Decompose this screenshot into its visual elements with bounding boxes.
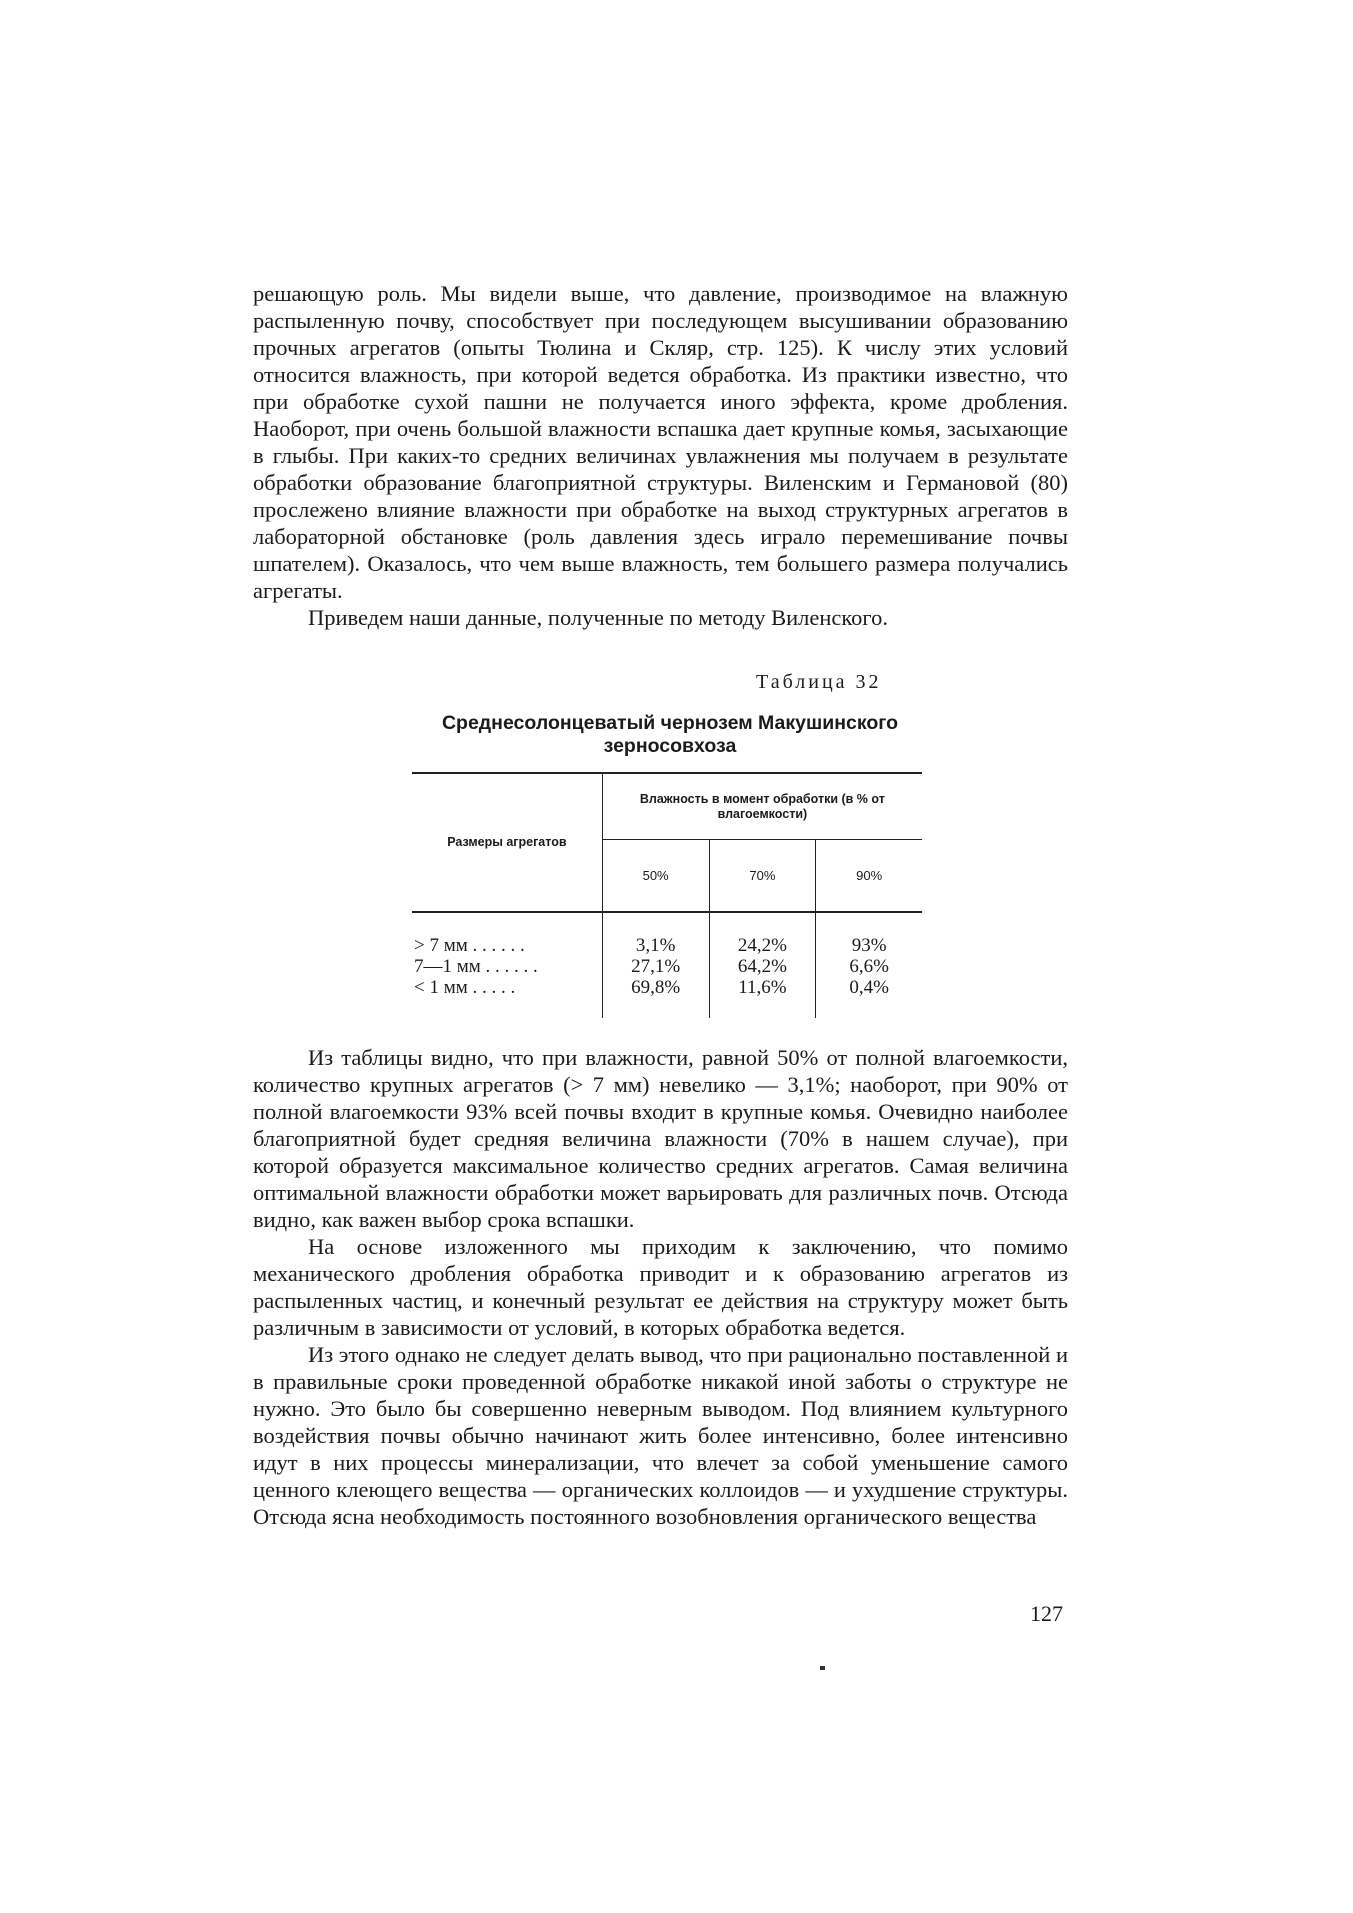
text-top-block <box>253 280 1068 631</box>
table-cell: 27,1% <box>602 956 709 977</box>
header-moisture-50: 50% <box>602 840 709 913</box>
table-cell: 24,2% <box>709 912 816 956</box>
table-row <box>412 956 922 977</box>
table-label: Таблица 32 <box>756 671 882 693</box>
paragraph-4: На основе изложенного мы приходим к заключению, что помимо механического дробления обработка приводит и к образованию агрегатов из распыленных частиц, и конечный результат ее действия на структуру может быть различным в зависимости от условий, в которых обработка ведется. <box>253 1234 1068 1340</box>
table-cell: 11,6% <box>709 977 816 1018</box>
page-number: 127 <box>1030 1601 1063 1626</box>
paragraph-2: Приведем наши данные, полученные по методу Виленского. <box>308 605 888 630</box>
table-cell: 3,1% <box>602 912 709 956</box>
data-table <box>412 772 922 1018</box>
paragraph-1: решающую роль. Мы видели выше, что давление, производимое на влажную распыленную почву, способствует при последующем высушивании образованию прочных агрегатов (опыты Тюлина и Скляр, стр. 125). К числу этих условий относится влажность, при которой ведется обработка. Из практики известно, что при обработке сухой пашни не получается иного эффекта, кроме дробления. Наоборот, при очень большой влажности вспашка дает крупные комья, засыхающие в глыбы. При каких-то средних величинах увлажнения мы получаем в результате обработки образование благоприятной структуры. Виленским и Германовой (80) прослежено влияние влажности при обработке на выход структурных агрегатов в лабораторной обстановке (роль давления здесь играло перемешивание почвы шпателем). Оказалось, что чем выше влажность, тем большего размера получались агрегаты. <box>253 281 1068 603</box>
header-aggregate-size: Размеры агрегатов <box>412 773 602 912</box>
row-label: 7—1 мм . . . . . . <box>414 956 538 977</box>
paragraph-3: Из таблицы видно, что при влажности, равной 50% от полной влагоемкости, количество крупных агрегатов (> 7 мм) невелико — 3,1%; наоборот, при 90% от полной влагоемкости 93% всей почвы входит в крупные комья. Очевидно наиболее благоприятной будет средняя величина влажности (70% в нашем случае), при которой образуется максимальное количество средних агрегатов. Самая величина оптимальной влажности обработки может варьировать для различных почв. Отсюда видно, как важен выбор срока вспашки. <box>253 1045 1068 1232</box>
table-cell: 69,8% <box>602 977 709 1018</box>
table-cell: 6,6% <box>816 956 922 977</box>
text-bottom-block <box>253 1044 1068 1530</box>
table-cell: 93% <box>816 912 922 956</box>
table-title: Среднесолонцеватый чернозем Макушинского зерносовхоза <box>441 712 899 757</box>
table-cell: 64,2% <box>709 956 816 977</box>
table-row <box>412 977 922 1018</box>
paragraph-5: Из этого однако не следует делать вывод, что при рационально поставленной и в правильные сроки проведенной обработке никакой иной заботы о структуре не нужно. Это было бы совершенно неверным выводом. Под влиянием культурного воздействия почвы обычно начинают жить более интенсивно, более интенсивно идут в них процессы минерализации, что влечет за собой уменьшение самого ценного клеющего вещества — органических коллоидов — и ухудшение структуры. Отсюда ясна необходимость постоянного возобновления органического вещества <box>253 1342 1068 1529</box>
row-label: < 1 мм . . . . . <box>414 977 516 998</box>
table-row <box>412 912 922 956</box>
header-moisture-group: Влажность в момент обработки (в % от влагоемкости) <box>602 773 922 840</box>
row-label: > 7 мм . . . . . . <box>414 935 525 956</box>
scan-speck <box>820 1666 825 1670</box>
header-moisture-90: 90% <box>816 840 922 913</box>
table-cell: 0,4% <box>816 977 922 1018</box>
header-moisture-70: 70% <box>709 840 816 913</box>
